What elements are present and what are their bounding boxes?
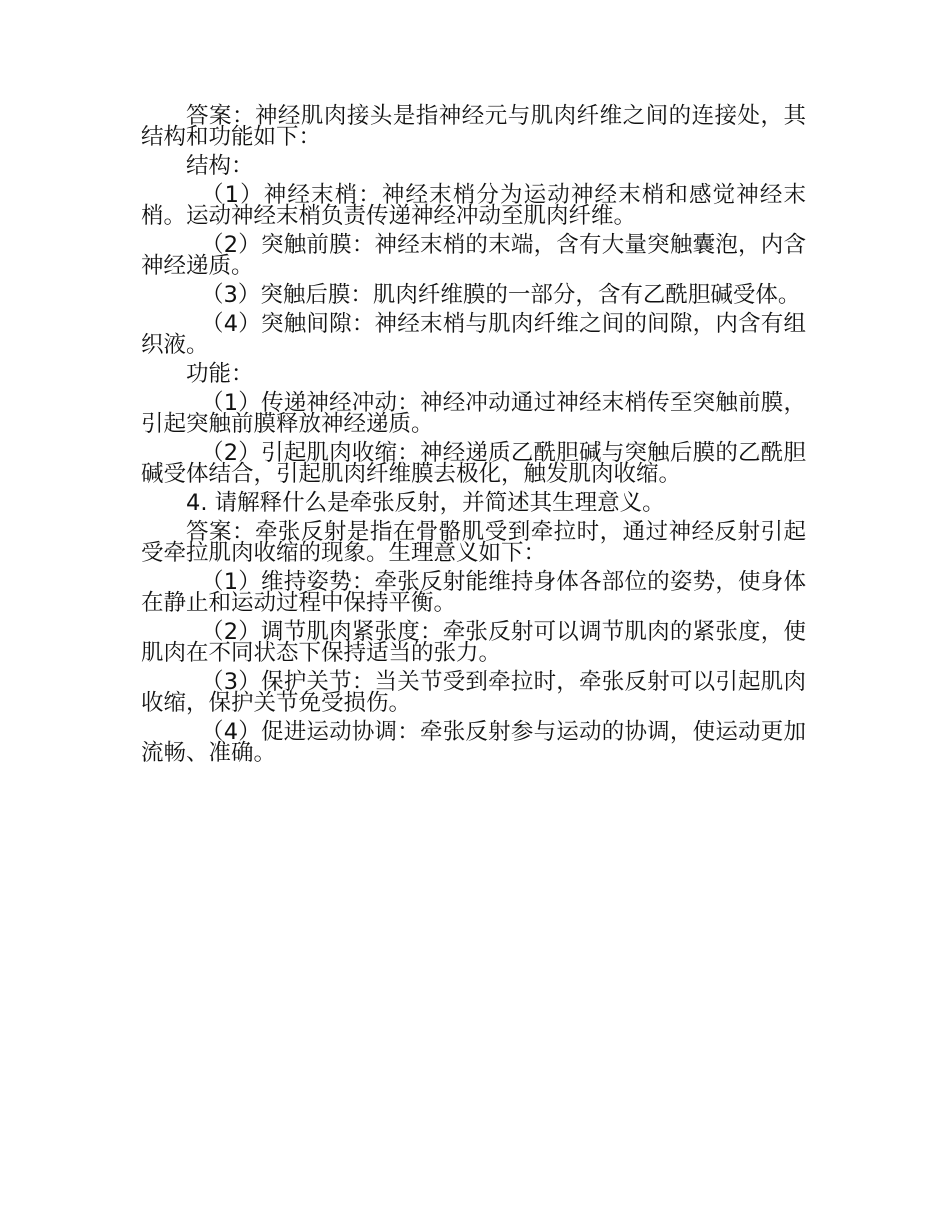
significance-item-3: （3）保护关节：当关节受到牵拉时，牵张反射可以引起肌肉收缩，保护关节免受损伤。 bbox=[141, 669, 806, 716]
significance-item-4: （4）促进运动协调：牵张反射参与运动的协调，使运动更加流畅、准确。 bbox=[141, 719, 806, 766]
structure-item-2: （2）突触前膜：神经末梢的末端，含有大量突触囊泡，内含神经递质。 bbox=[141, 232, 806, 279]
structure-item-3: （3）突触后膜：肌肉纤维膜的一部分，含有乙酰胆碱受体。 bbox=[201, 282, 801, 308]
answer-4-intro: 答案：牵张反射是指在骨骼肌受到牵拉时，通过神经反射引起受牵拉肌肉收缩的现象。生理意义如下： bbox=[141, 519, 806, 566]
structure-heading: 结构： bbox=[186, 153, 254, 179]
function-item-2: （2）引起肌肉收缩：神经递质乙酰胆碱与突触后膜的乙酰胆碱受体结合，引起肌肉纤维膜去极化，触发肌肉收缩。 bbox=[141, 440, 806, 487]
answer-3-intro: 答案：神经肌肉接头是指神经元与肌肉纤维之间的连接处，其结构和功能如下： bbox=[141, 103, 806, 150]
structure-item-4: （4）突触间隙：神经末梢与肌肉纤维之间的间隙，内含有组织液。 bbox=[141, 311, 806, 358]
document-body bbox=[141, 103, 806, 772]
function-item-1: （1）传递神经冲动：神经冲动通过神经末梢传至突触前膜，引起突触前膜释放神经递质。 bbox=[141, 390, 806, 437]
question-4: 4. 请解释什么是牵张反射，并简述其生理意义。 bbox=[186, 490, 665, 516]
significance-item-2: （2）调节肌肉紧张度：牵张反射可以调节肌肉的紧张度，使肌肉在不同状态下保持适当的张力。 bbox=[141, 619, 806, 666]
significance-item-1: （1）维持姿势：牵张反射能维持身体各部位的姿势，使身体在静止和运动过程中保持平衡。 bbox=[141, 569, 806, 616]
structure-item-1: （1）神经末梢：神经末梢分为运动神经末梢和感觉神经末梢。运动神经末梢负责传递神经冲动至肌肉纤维。 bbox=[141, 182, 806, 229]
function-heading: 功能： bbox=[186, 361, 254, 387]
